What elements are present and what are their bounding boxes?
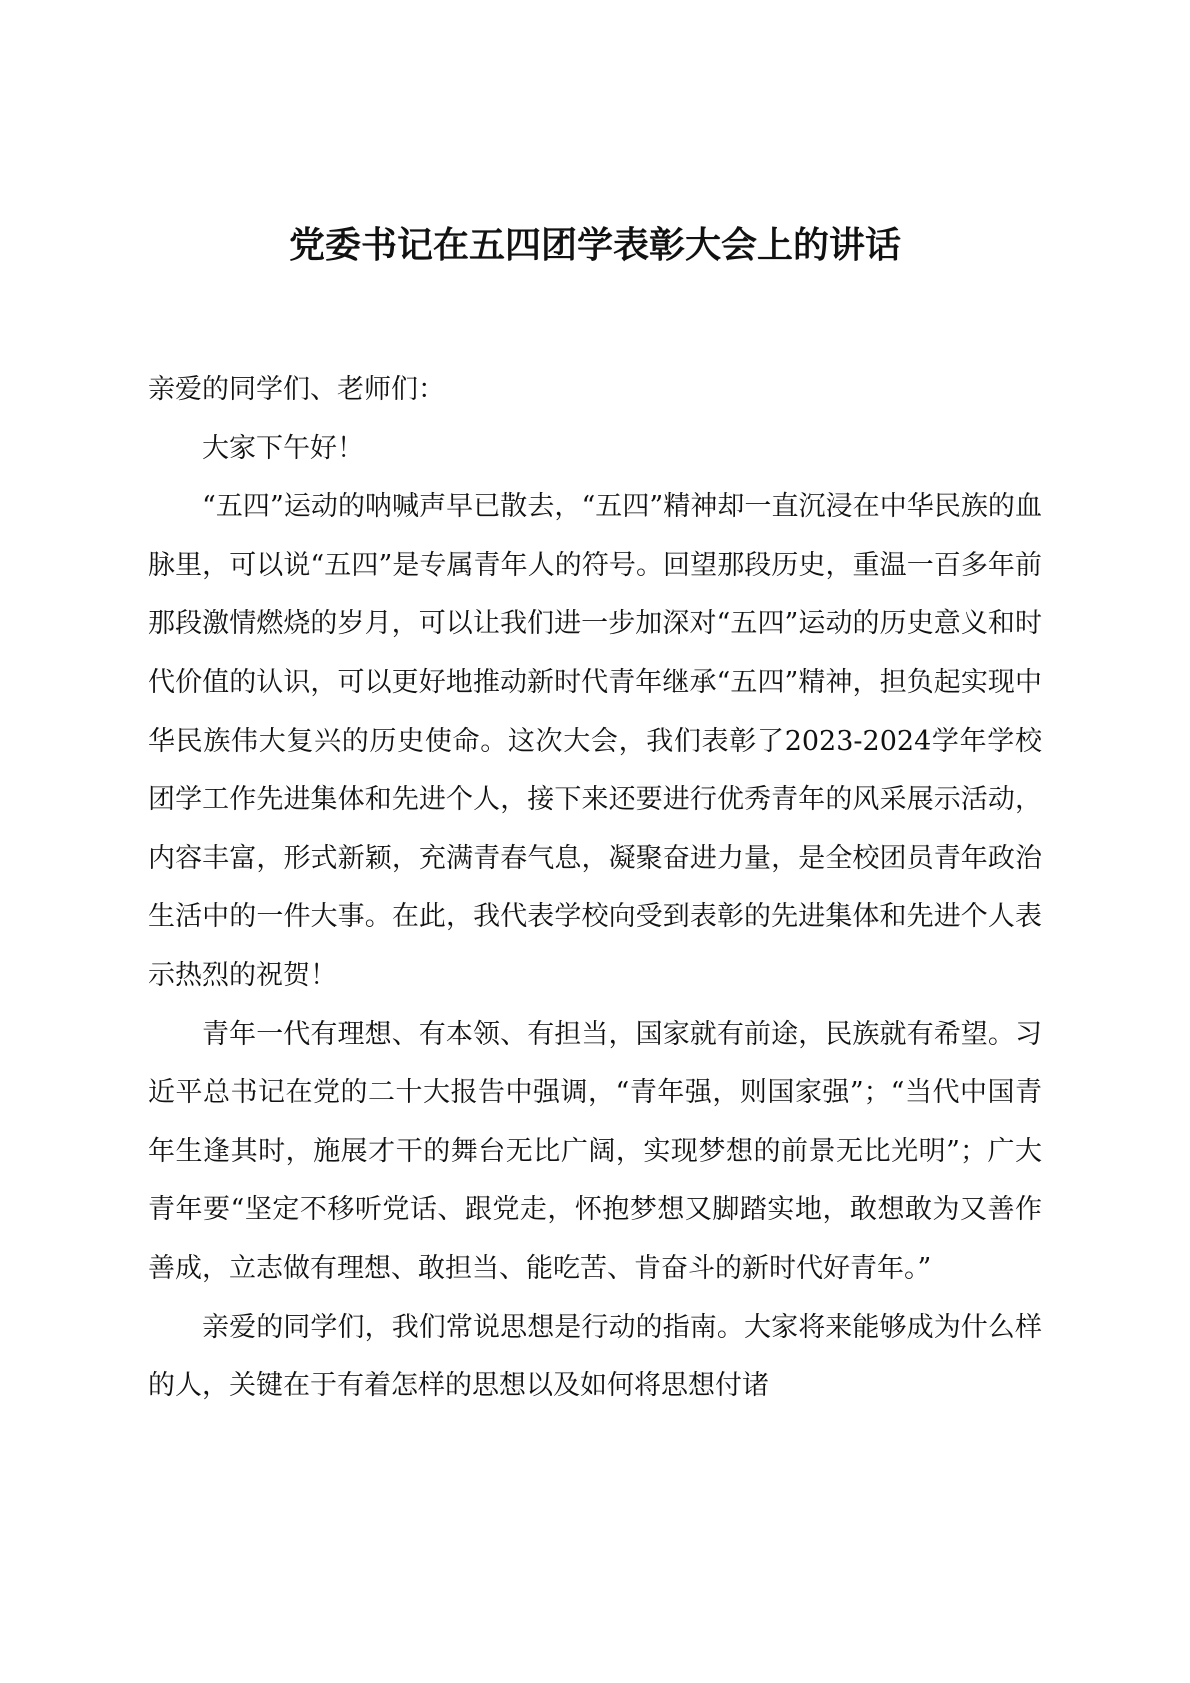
paragraph-greeting: 大家下午好！ bbox=[202, 432, 364, 464]
document-body bbox=[148, 361, 1042, 1416]
paragraph-thought-guide: 亲爱的同学们，我们常说思想是行动的指南。大家将来能够成为什么样的人，关键在于有着怎样的思想以及如何将思想付诸 bbox=[148, 1311, 1042, 1402]
paragraph-youth-ideals: 青年一代有理想、有本领、有担当，国家就有前途，民族就有希望。习近平总书记在党的二十大报告中强调，“青年强，则国家强”；“当代中国青年生逢其时，施展才干的舞台无比广阔，实现梦想的前景无比光明”；广大青年要“坚定不移听党话、跟党走，怀抱梦想又脚踏实地，敢想敢为又善作善成，立志做有理想、敢担当、能吃苦、肯奋斗的新时代好青年。” bbox=[148, 1018, 1042, 1284]
paragraph-may-fourth-spirit: “五四”运动的呐喊声早已散去，“五四”精神却一直沉浸在中华民族的血脉里，可以说“五四”是专属青年人的符号。回望那段历史，重温一百多年前那段激情燃烧的岁月，可以让我们进一步加深对“五四”运动的历史意义和时代价值的认识，可以更好地推动新时代青年继承“五四”精神，担负起实现中华民族伟大复兴的历史使命。这次大会，我们表彰了2023-2024学年学校团学工作先进集体和先进个人，接下来还要进行优秀青年的风采展示活动，内容丰富，形式新颖，充满青春气息，凝聚奋进力量，是全校团员青年政治生活中的一件大事。在此，我代表学校向受到表彰的先进集体和先进个人表示热烈的祝贺！ bbox=[148, 491, 1042, 991]
document-title: 党委书记在五四团学表彰大会上的讲话 bbox=[288, 225, 901, 266]
salutation: 亲爱的同学们、老师们： bbox=[148, 374, 445, 405]
